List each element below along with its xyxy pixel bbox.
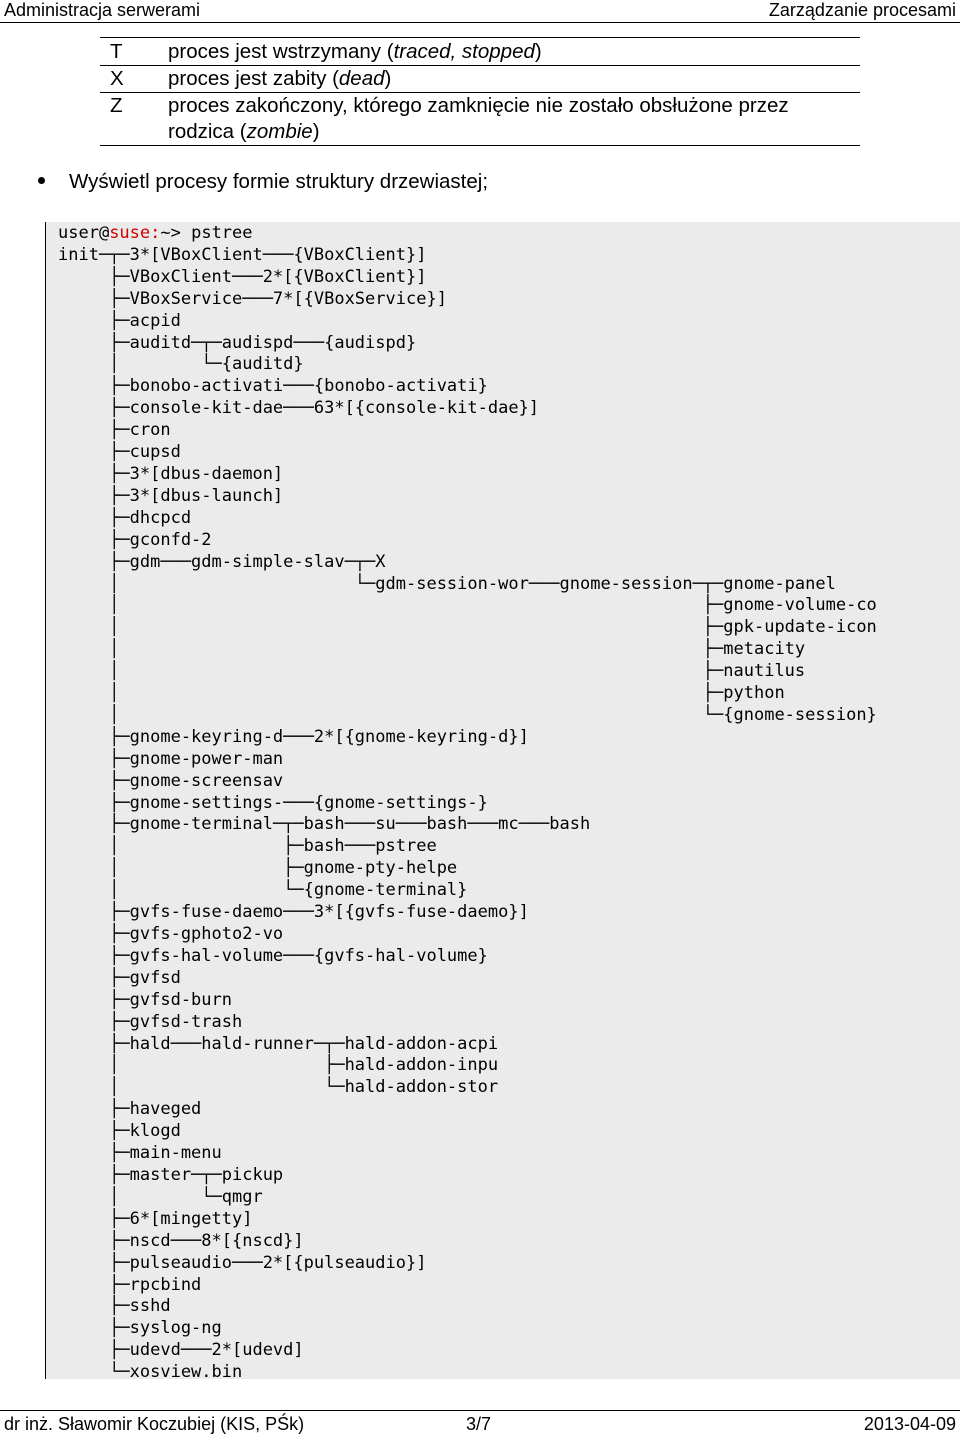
pstree-output: init─┬─3*[VBoxClient───{VBoxClient}] ├─VBoxClient───2*[{VBoxClient}] ├─VBoxService───7*[{VBoxService}] ├─acpid ├─auditd─┬─audispd───{audispd} │ └─{auditd} ├─bonobo-activati───{bonobo-activati} ├─console-kit-dae───63*[{console-kit-dae}] ├─cron ├─cupsd ├─3*[dbus-daemon] ├─3*[dbus-launch] ├─dhcpcd ├─gconfd-2 ├─gdm───gdm-simple-slav─┬─X │ └─gdm-session-wor───gnome-session─┬─gnome-panel │ ├─gnome-volume-co │ ├─gpk-update-icon │ ├─metacity │ ├─nautilus │ ├─python │ └─{gnome-session} ├─gnome-keyring-d───2*[{gnome-keyring-d}] ├─gnome-power-man ├─gnome-screensav ├─gnome-settings-───{gnome-settings-} ├─gnome-terminal─┬─bash───su───bash───mc───bash │ ├─bash───pstree │ ├─gnome-pty-helpe │ └─{gnome-terminal} ├─gvfs-fuse-daemo───3*[{gvfs-fuse-daemo}] ├─gvfs-gphoto2-vo ├─gvfs-hal-volume───{gvfs-hal-volume} ├─gvfsd ├─gvfsd-burn ├─gvfsd-trash ├─hald───hald-runner─┬─hald-addon-acpi │ ├─hald-addon-inpu │ └─hald-addon-stor ├─haveged ├─klogd ├─main-menu ├─master─┬─pickup │ └─qmgr ├─6*[mingetty] ├─nscd───8*[{nscd}] ├─pulseaudio───2*[{pulseaudio}] ├─rpcbind ├─sshd ├─syslog-ng ├─udevd───2*[udevd] └─xosview.bin [58, 244, 877, 1383]
footer-author: dr inż. Sławomir Koczubiej (KIS, PŚk) [4, 1414, 305, 1434]
page-number: 3/7 [466, 1414, 492, 1434]
page-header [0, 0, 960, 23]
footer-date: 2013-04-09 [863, 1414, 956, 1434]
table-row [100, 66, 860, 93]
page-footer [0, 1410, 960, 1437]
command-text: pstree [191, 223, 253, 243]
terminal-block [45, 222, 960, 1383]
prompt-host: suse: [109, 223, 161, 243]
terminal-text [58, 223, 877, 1384]
state-description: proces jest wstrzymany (traced, stopped) [168, 40, 542, 63]
bullet-text: Wyświetl procesy formie struktury drzewiastej; [69, 170, 489, 193]
header-section: Zarządzanie procesami [768, 0, 956, 20]
bullet-item [38, 168, 488, 196]
table-row [100, 93, 860, 146]
bullet-icon [38, 177, 45, 184]
prompt-user: user@ [58, 223, 110, 243]
process-state-table [100, 37, 860, 146]
table-row [100, 38, 860, 66]
state-code: X [110, 67, 124, 90]
state-description: proces zakończony, którego zamknięcie nie zostało obsłużone przez rodzica (zombie) [168, 94, 789, 143]
state-description: proces jest zabity (dead) [168, 67, 392, 90]
state-code: T [110, 40, 123, 63]
prompt-path: ~> [160, 223, 192, 243]
state-code: Z [110, 94, 123, 117]
header-title: Administracja serwerami [4, 0, 201, 20]
